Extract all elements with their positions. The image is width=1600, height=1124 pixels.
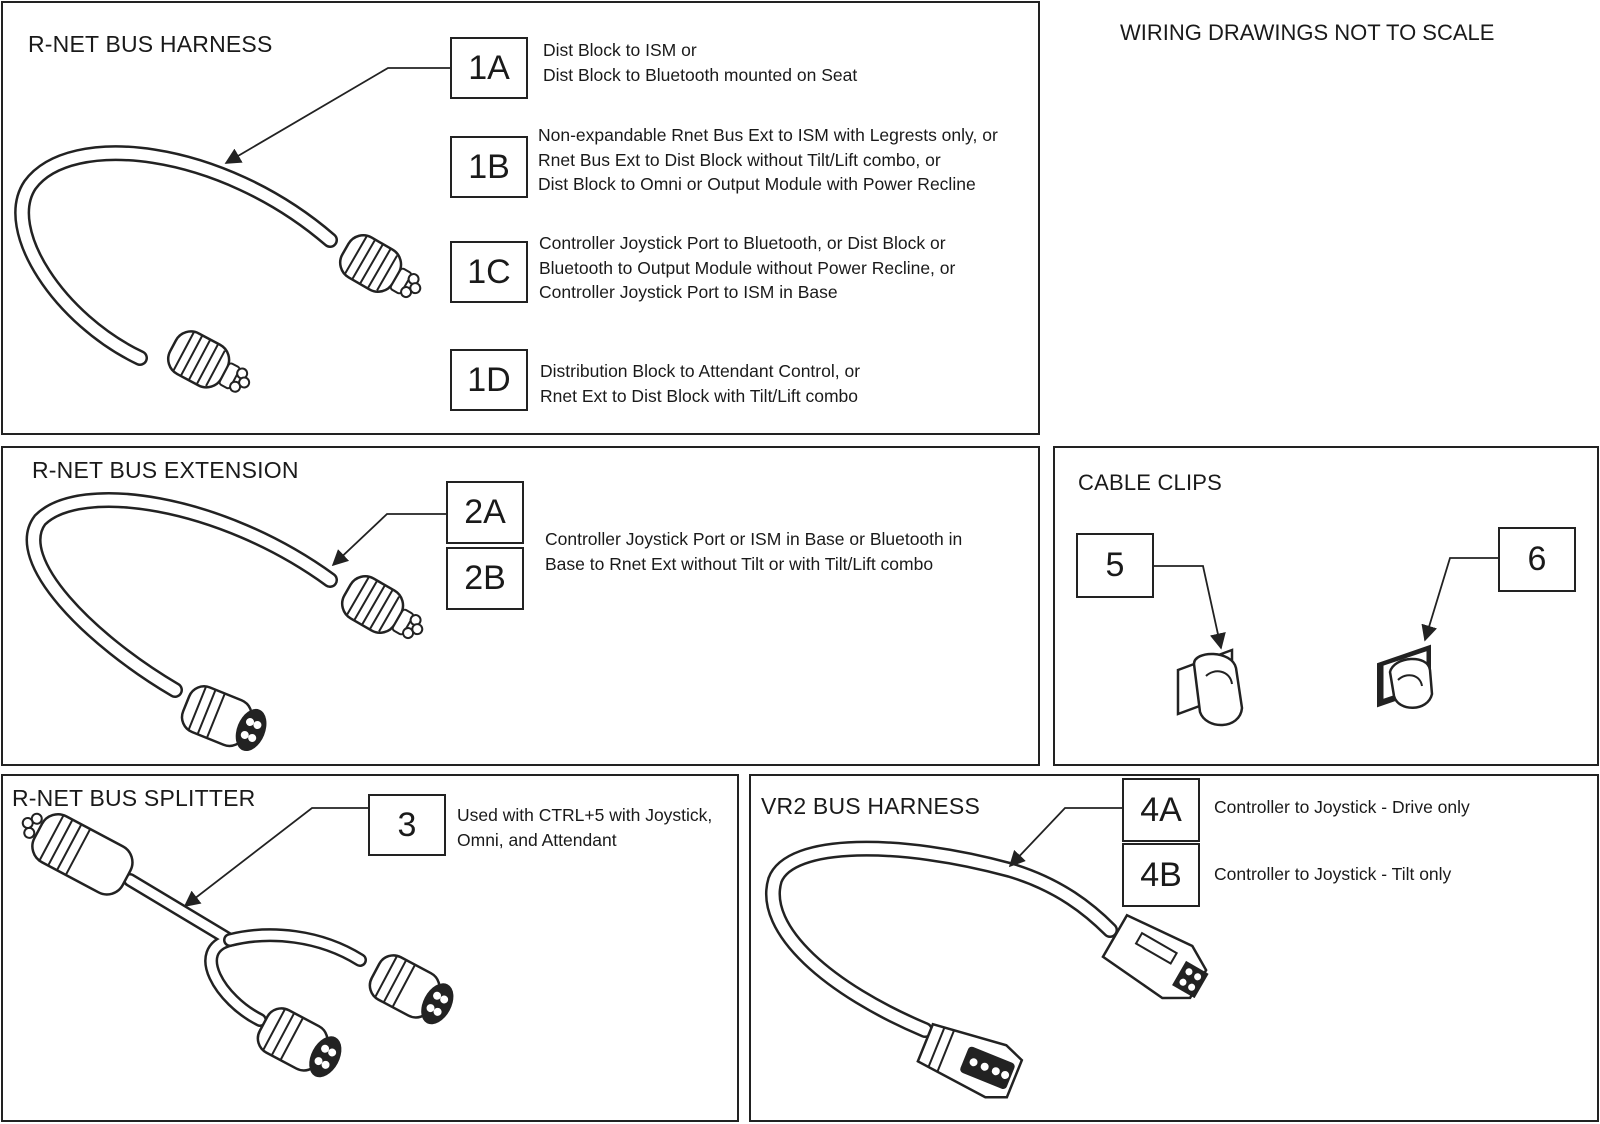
callout-1c: 1C — [450, 241, 528, 303]
extension-title: R-NET BUS EXTENSION — [32, 457, 299, 483]
description-line: Omni, and Attendant — [457, 829, 617, 850]
callout-2a: 2A — [446, 481, 524, 544]
harness-title: R-NET BUS HARNESS — [28, 31, 273, 57]
description-line: Controller to Joystick - Drive only — [1214, 797, 1470, 817]
description-line: Dist Block to Bluetooth mounted on Seat — [543, 64, 858, 85]
callout-4b-description — [1214, 862, 1451, 887]
description-line: Controller to Joystick - Tilt only — [1214, 864, 1452, 884]
vr2-title: VR2 BUS HARNESS — [761, 793, 981, 819]
cable-clips-art — [1154, 558, 1498, 725]
callout-4b: 4B — [1122, 843, 1200, 907]
callout-1c-description — [539, 231, 955, 305]
clips-title: CABLE CLIPS — [1078, 470, 1223, 495]
description-line: Base to Rnet Ext without Tilt or with Tilt/Lift combo — [545, 553, 934, 574]
description-line: Controller Joystick Port to Bluetooth, or Dist Block or — [539, 233, 946, 253]
not-to-scale-note: WIRING DRAWINGS NOT TO SCALE — [1120, 20, 1495, 45]
callout-1b-description — [538, 123, 998, 197]
description-line: Bluetooth to Output Module without Power Recline, or — [539, 257, 956, 278]
extension-cable-art — [34, 500, 446, 757]
callout-6: 6 — [1498, 527, 1576, 592]
description-line: Rnet Bus Ext to Dist Block without Tilt/Lift combo, or — [538, 149, 941, 170]
callout-1d-description — [540, 359, 860, 408]
harness-cable-art — [22, 68, 450, 406]
callout-2-description — [545, 527, 962, 576]
description-line: Dist Block to Omni or Output Module with Power Recline — [538, 174, 976, 194]
description-line: Non-expandable Rnet Bus Ext to ISM with Legrests only, or — [538, 125, 998, 145]
callout-5: 5 — [1076, 533, 1154, 598]
callout-2b: 2B — [446, 547, 524, 610]
callout-1b: 1B — [450, 136, 528, 198]
callout-3-description — [457, 803, 712, 852]
callout-4a: 4A — [1122, 778, 1200, 842]
callout-1d: 1D — [450, 349, 528, 411]
description-line: Controller Joystick Port to ISM in Base — [539, 282, 838, 302]
callout-1a: 1A — [450, 37, 528, 99]
description-line: Controller Joystick Port or ISM in Base or Bluetooth in — [545, 529, 963, 549]
splitter-title: R-NET BUS SPLITTER — [12, 785, 256, 811]
description-line: Rnet Ext to Dist Block with Tilt/Lift combo — [540, 385, 859, 406]
description-line: Distribution Block to Attendant Control, or — [540, 361, 861, 381]
callout-1a-description — [543, 38, 857, 87]
description-line: Dist Block to ISM or — [543, 40, 697, 60]
callout-3: 3 — [368, 794, 446, 856]
description-line: Used with CTRL+5 with Joystick, — [457, 805, 713, 825]
callout-4a-description — [1214, 795, 1470, 820]
